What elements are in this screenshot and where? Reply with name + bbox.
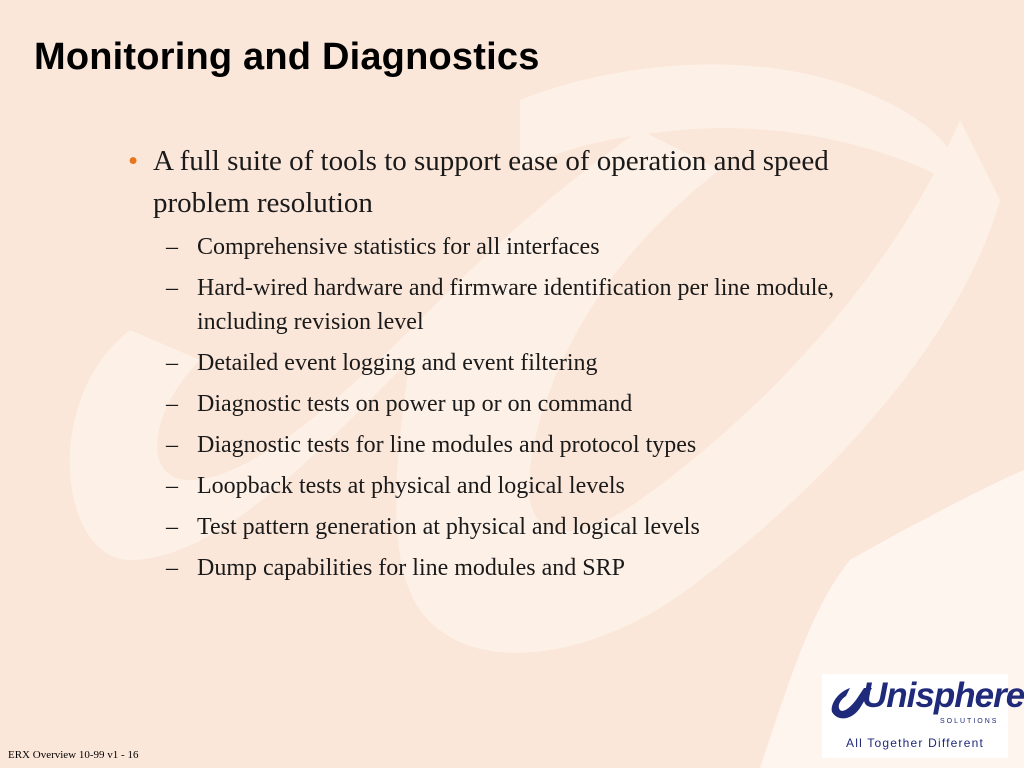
sub-bullet-text: Loopback tests at physical and logical levels <box>197 473 625 499</box>
dash-icon: – <box>166 350 178 376</box>
dash-icon: – <box>166 555 178 581</box>
sub-bullet-text: Comprehensive statistics for all interfaces <box>197 234 600 260</box>
slide-title: Monitoring and Diagnostics <box>34 36 540 78</box>
sub-bullet-text: Hard-wired hardware and firmware identification per line module, including revision level <box>197 275 835 335</box>
dash-icon: – <box>166 391 178 417</box>
bullet-item <box>128 140 888 224</box>
logo-subtitle: SOLUTIONS <box>940 718 999 725</box>
sub-bullet-item <box>166 469 888 503</box>
slide-body <box>128 140 888 592</box>
bullet-text: A full suite of tools to support ease of operation and speed problem resolution <box>153 145 829 219</box>
dash-icon: – <box>166 275 178 301</box>
sub-bullet-item <box>166 230 888 264</box>
logo-tagline: All Together Different <box>846 736 985 750</box>
sub-bullet-item <box>166 551 888 585</box>
dash-icon: – <box>166 432 178 458</box>
dash-icon: – <box>166 234 178 260</box>
sub-bullet-list <box>128 230 888 585</box>
sub-bullet-text: Test pattern generation at physical and logical levels <box>197 514 700 540</box>
sub-bullet-text: Diagnostic tests for line modules and protocol types <box>197 432 697 458</box>
sub-bullet-item <box>166 387 888 421</box>
sub-bullet-item <box>166 271 888 339</box>
sub-bullet-item <box>166 510 888 544</box>
sub-bullet-text: Diagnostic tests on power up or on command <box>197 391 633 417</box>
dash-icon: – <box>166 473 178 499</box>
sub-bullet-item <box>166 346 888 380</box>
slide-footer: ERX Overview 10-99 v1 - 16 <box>8 749 139 761</box>
bullet-dot-icon: • <box>128 145 139 177</box>
sub-bullet-item <box>166 428 888 462</box>
logo-wordmark: Unisphere <box>862 676 1024 715</box>
dash-icon: – <box>166 514 178 540</box>
sub-bullet-text: Detailed event logging and event filtering <box>197 350 598 376</box>
sub-bullet-text: Dump capabilities for line modules and SRP <box>197 555 625 581</box>
company-logo <box>822 674 1024 758</box>
